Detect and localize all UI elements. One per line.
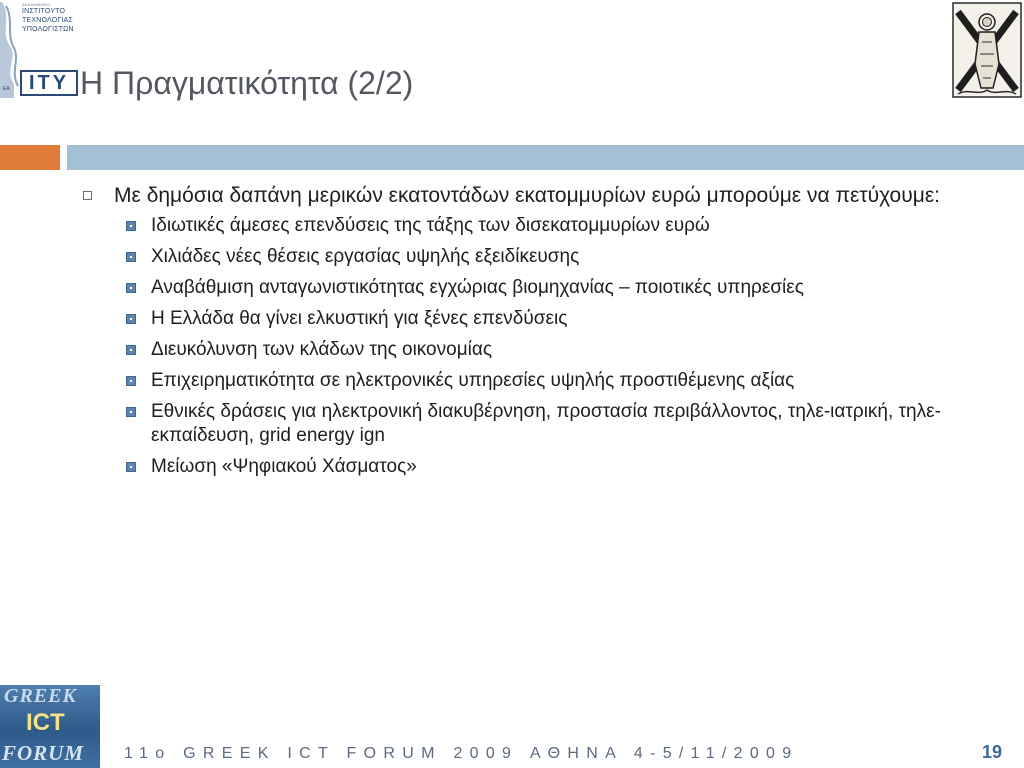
greek-ict-forum-logo: [0, 685, 100, 768]
filled-square-bullet-icon: [126, 252, 136, 262]
sub-bullet-text: Χιλιάδες νέες θέσεις εργασίας υψηλής εξειδίκευσης: [151, 246, 580, 267]
forum-logo-line-3: FORUM: [2, 741, 85, 765]
sub-bullet-text: Μείωση «Ψηφιακού Χάσματος»: [151, 456, 417, 477]
slide-content: [80, 182, 960, 486]
sub-bullet-text: Η Ελλάδα θα γίνει ελκυστική για ξένες επενδύσεις: [151, 308, 568, 329]
main-bullet-text: Με δημόσια δαπάνη μερικών εκατοντάδων εκατομμυρίων ευρώ μπορούμε να πετύχουμε:: [114, 184, 941, 207]
sub-bullet-item: [80, 276, 960, 300]
sub-bullet-item: [80, 338, 960, 362]
filled-square-bullet-icon: [126, 345, 136, 355]
filled-square-bullet-icon: [126, 314, 136, 324]
sub-bullet-text: Ιδιωτικές άμεσες επενδύσεις της τάξης των δισεκατομμυρίων ευρώ: [151, 215, 710, 236]
sub-bullet-text: Επιχειρηματικότητα σε ηλεκτρονικές υπηρεσίες υψηλής προστιθέμενης αξίας: [151, 370, 795, 391]
filled-square-bullet-icon: [126, 407, 136, 417]
filled-square-bullet-icon: [126, 376, 136, 386]
forum-logo-line-2: ICT: [26, 709, 65, 736]
sub-bullet-item: [80, 369, 960, 393]
main-bullet: [80, 182, 960, 210]
logo-prefix: ΕΑ: [3, 86, 10, 92]
footer-event-text: 11ο GREEK ICT FORUM 2009 ΑΘΗΝΑ 4-5/11/2009: [124, 745, 799, 762]
sub-bullet-text: Αναβάθμιση ανταγωνιστικότητας εγχώριας βιομηχανίας – ποιοτικές υπηρεσίες: [151, 277, 804, 298]
sub-bullet-item: [80, 245, 960, 269]
accent-bar-orange: [0, 145, 60, 170]
sub-bullet-list: [80, 214, 960, 479]
saint-emblem-icon: [952, 2, 1022, 98]
sub-bullet-item: [80, 214, 960, 238]
filled-square-bullet-icon: [126, 462, 136, 472]
institute-line-1: ΙΝΣΤΙΤΟΥΤΟ: [22, 8, 66, 15]
filled-square-bullet-icon: [126, 221, 136, 231]
sub-bullet-item: [80, 307, 960, 331]
sub-bullet-text: Εθνικές δράσεις για ηλεκτρονική διακυβέρνηση, προστασία περιβάλλοντος, τηλε-ιατρική, τηλε-εκπαίδευση, grid energy ign: [151, 401, 941, 446]
filled-square-bullet-icon: [126, 283, 136, 293]
hollow-square-bullet-icon: [83, 191, 92, 200]
slide-title: Η Πραγματικότητα (2/2): [80, 65, 414, 101]
forum-logo-line-1: GREEK: [4, 685, 77, 707]
institute-line-3: ΥΠΟΛΟΓΙΣΤΩΝ: [22, 26, 74, 33]
sub-bullet-item: [80, 455, 960, 479]
sub-bullet-text: Διευκόλυνση των κλάδων της οικονομίας: [151, 339, 492, 360]
sub-bullet-item: [80, 400, 960, 448]
institute-logo: [0, 0, 84, 100]
institute-line-2: ΤΕΧΝΟΛΟΓΙΑΣ: [22, 17, 73, 24]
ity-acronym: ITY: [20, 70, 78, 96]
institute-name: [22, 2, 84, 34]
institute-small-label: ΑΚΑΔΗΜΑΪΚΟ: [22, 2, 51, 7]
accent-bar-blue: [67, 145, 1024, 170]
page-number: 19: [982, 742, 1003, 762]
